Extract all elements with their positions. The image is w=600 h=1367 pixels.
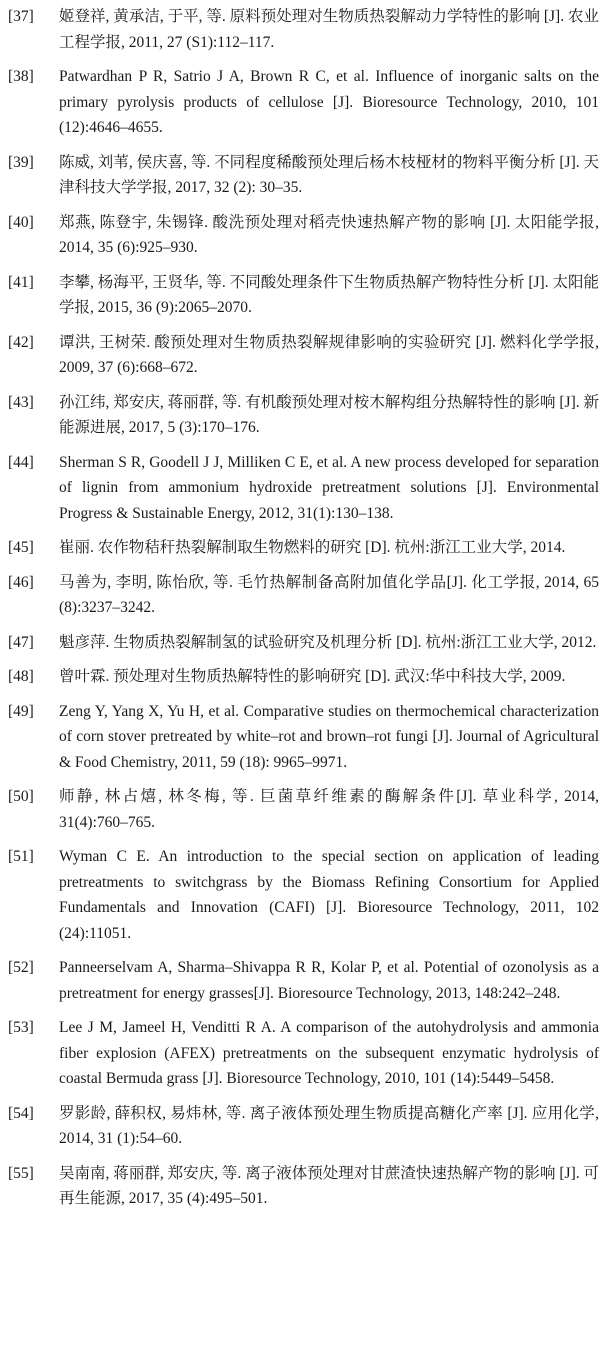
reference-text: Zeng Y, Yang X, Yu H, et al. Comparative studies on thermochemical characterization of corn stover pretreated by white–rot and brown–rot fungi [J]. Journal of Agricultural & Food Chemistry, 2011, 59 (18): 9965–9971.: [59, 702, 599, 771]
reference-text: 谭洪, 王树荣. 酸预处理对生物质热裂解规律影响的实验研究 [J]. 燃料化学学报, 2009, 37 (6):668–672.: [59, 333, 599, 376]
reference-text: Sherman S R, Goodell J J, Milliken C E, et al. A new process developed for separation of lignin from ammonium hydroxide pretreatment solutions [J]. Environmental Progress & Sustainable Energy, 2012, 31(1):130–138.: [59, 453, 599, 522]
reference-item: [0, 570, 600, 621]
reference-number: [48]: [8, 668, 34, 685]
reference-number: [45]: [8, 539, 34, 556]
reference-item: [0, 955, 600, 1006]
reference-text: 吴南南, 蒋丽群, 郑安庆, 等. 离子液体预处理对甘蔗渣快速热解产物的影响 [J]. 可再生能源, 2017, 35 (4):495–501.: [59, 1164, 599, 1207]
reference-item: [0, 150, 600, 201]
reference-text: 魁彦萍. 生物质热裂解制氢的试验研究及机理分析 [D]. 杭州:浙江工业大学, 2012.: [59, 633, 597, 651]
reference-text: 马善为, 李明, 陈怡欣, 等. 毛竹热解制备高附加值化学品[J]. 化工学报, 2014, 65 (8):3237–3242.: [59, 573, 599, 616]
reference-number: [44]: [8, 453, 34, 471]
reference-item: [0, 664, 600, 690]
reference-number: [41]: [8, 273, 34, 291]
reference-number: [52]: [8, 959, 34, 976]
reference-number: [38]: [8, 68, 34, 85]
reference-number: [40]: [8, 213, 34, 231]
reference-item: [0, 1161, 600, 1212]
reference-number: [42]: [8, 333, 34, 351]
reference-item: [0, 4, 600, 55]
reference-number: [47]: [8, 633, 34, 651]
reference-item: [0, 330, 600, 381]
reference-text: 师静, 林占熺, 林冬梅, 等. 巨菌草纤维素的酶解条件[J]. 草业科学, 2014, 31(4):760–765.: [59, 788, 599, 831]
reference-item: [0, 844, 600, 946]
reference-item: [0, 64, 600, 141]
reference-number: [53]: [8, 1019, 34, 1036]
reference-item: [0, 630, 600, 656]
reference-item: [0, 535, 600, 561]
reference-number: [37]: [8, 8, 34, 25]
reference-text: 孙江纬, 郑安庆, 蒋丽群, 等. 有机酸预处理对桉木解构组分热解特性的影响 [J]. 新能源进展, 2017, 5 (3):170–176.: [59, 393, 599, 436]
reference-number: [51]: [8, 848, 34, 865]
reference-number: [54]: [8, 1104, 34, 1122]
reference-item: [0, 270, 600, 321]
reference-text: Lee J M, Jameel H, Venditti R A. A comparison of the autohydrolysis and ammonia fiber explosion (AFEX) pretreatments on the subsequent enzymatic hydrolysis of coastal Bermuda grass [J]. Bioresource Technology, 2010, 101 (14):5449–5458.: [59, 1019, 599, 1087]
reference-number: [46]: [8, 573, 34, 591]
reference-number: [39]: [8, 153, 34, 171]
reference-text: 崔丽. 农作物秸秆热裂解制取生物燃料的研究 [D]. 杭州:浙江工业大学, 2014.: [59, 539, 566, 556]
reference-text: 郑燕, 陈登宇, 朱锡锋. 酸洗预处理对稻壳快速热解产物的影响 [J]. 太阳能学报, 2014, 35 (6):925–930.: [59, 213, 599, 256]
reference-number: [43]: [8, 393, 34, 411]
reference-text: 陈威, 刘苇, 侯庆喜, 等. 不同程度稀酸预处理后杨木枝桠材的物料平衡分析 [J]. 天津科技大学学报, 2017, 32 (2): 30–35.: [59, 153, 599, 196]
reference-list: [0, 4, 600, 1221]
reference-text: 李攀, 杨海平, 王贤华, 等. 不同酸处理条件下生物质热解产物特性分析 [J]. 太阳能学报, 2015, 36 (9):2065–2070.: [59, 273, 599, 316]
reference-item: [0, 390, 600, 441]
reference-text: Patwardhan P R, Satrio J A, Brown R C, et al. Influence of inorganic salts on the primary pyrolysis products of cellulose [J]. Bioresource Technology, 2010, 101 (12):4646–4655.: [59, 68, 599, 136]
reference-item: [0, 210, 600, 261]
reference-text: 罗影龄, 薛积权, 易炜林, 等. 离子液体预处理生物质提高糖化产率 [J]. 应用化学, 2014, 31 (1):54–60.: [59, 1104, 599, 1147]
reference-item: [0, 699, 600, 776]
reference-text: Wyman C E. An introduction to the special section on application of leading pretreatments to switchgrass by the Biomass Refining Consortium for Applied Fundamentals and Innovation (CAFI) [J]. Bioresource Technology, 2011, 102 (24):11051.: [59, 848, 599, 942]
reference-item: [0, 1101, 600, 1152]
reference-item: [0, 450, 600, 527]
reference-item: [0, 1015, 600, 1092]
reference-number: [55]: [8, 1164, 34, 1182]
reference-item: [0, 784, 600, 835]
reference-text: 姬登祥, 黄承洁, 于平, 等. 原料预处理对生物质热裂解动力学特性的影响 [J]. 农业工程学报, 2011, 27 (S1):112–117.: [59, 8, 599, 51]
reference-number: [49]: [8, 702, 34, 720]
reference-text: Panneerselvam A, Sharma–Shivappa R R, Kolar P, et al. Potential of ozonolysis as a pretreatment for energy grasses[J]. Bioresource Technology, 2013, 148:242–248.: [59, 959, 599, 1002]
reference-number: [50]: [8, 788, 34, 805]
reference-text: 曾叶霖. 预处理对生物质热解特性的影响研究 [D]. 武汉:华中科技大学, 2009.: [59, 668, 566, 685]
